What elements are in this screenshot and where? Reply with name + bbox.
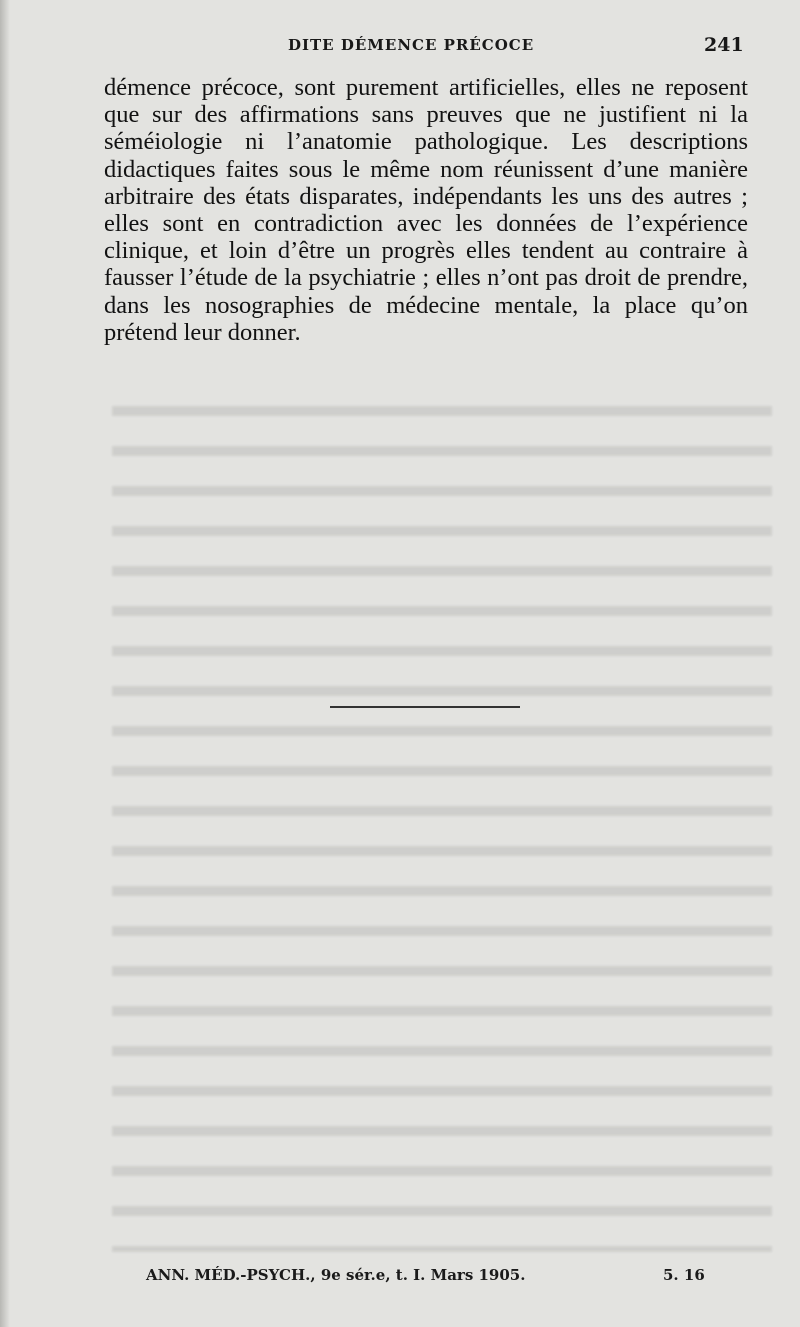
signature-mark: 5. 16 [663, 1266, 705, 1284]
body-text [104, 74, 748, 346]
paragraph: démence précoce, sont purement artificielles, elles ne reposent que sur des affirmations sans preuves que ne justifient ni la séméiologie ni l’anatomie pathologique. Les descriptions didactiques faites sous le même nom réunissent d’une manière arbitraire des états disparates, indépendants les uns des autres ; elles sont en contradiction avec les données de l’expérience clinique, et loin d’être un progrès elles tendent au contraire à fausser l’étude de la psychiatrie ; elles n’ont pas droit de prendre, dans les nosographies de médecine mentale, la place qu’on prétend leur donner. [104, 74, 748, 346]
bleed-through-text [112, 392, 772, 1252]
page-number: 241 [704, 34, 744, 56]
page-footer [0, 1266, 800, 1294]
page-header [0, 34, 800, 64]
bleed-through-rule [330, 706, 520, 708]
page-gutter-shadow [0, 0, 10, 1327]
running-title: DITE DÉMENCE PRÉCOCE [288, 36, 535, 54]
footer-citation: ANN. MÉD.-PSYCH., 9e sér.e, t. I. Mars 1905. [146, 1266, 526, 1284]
